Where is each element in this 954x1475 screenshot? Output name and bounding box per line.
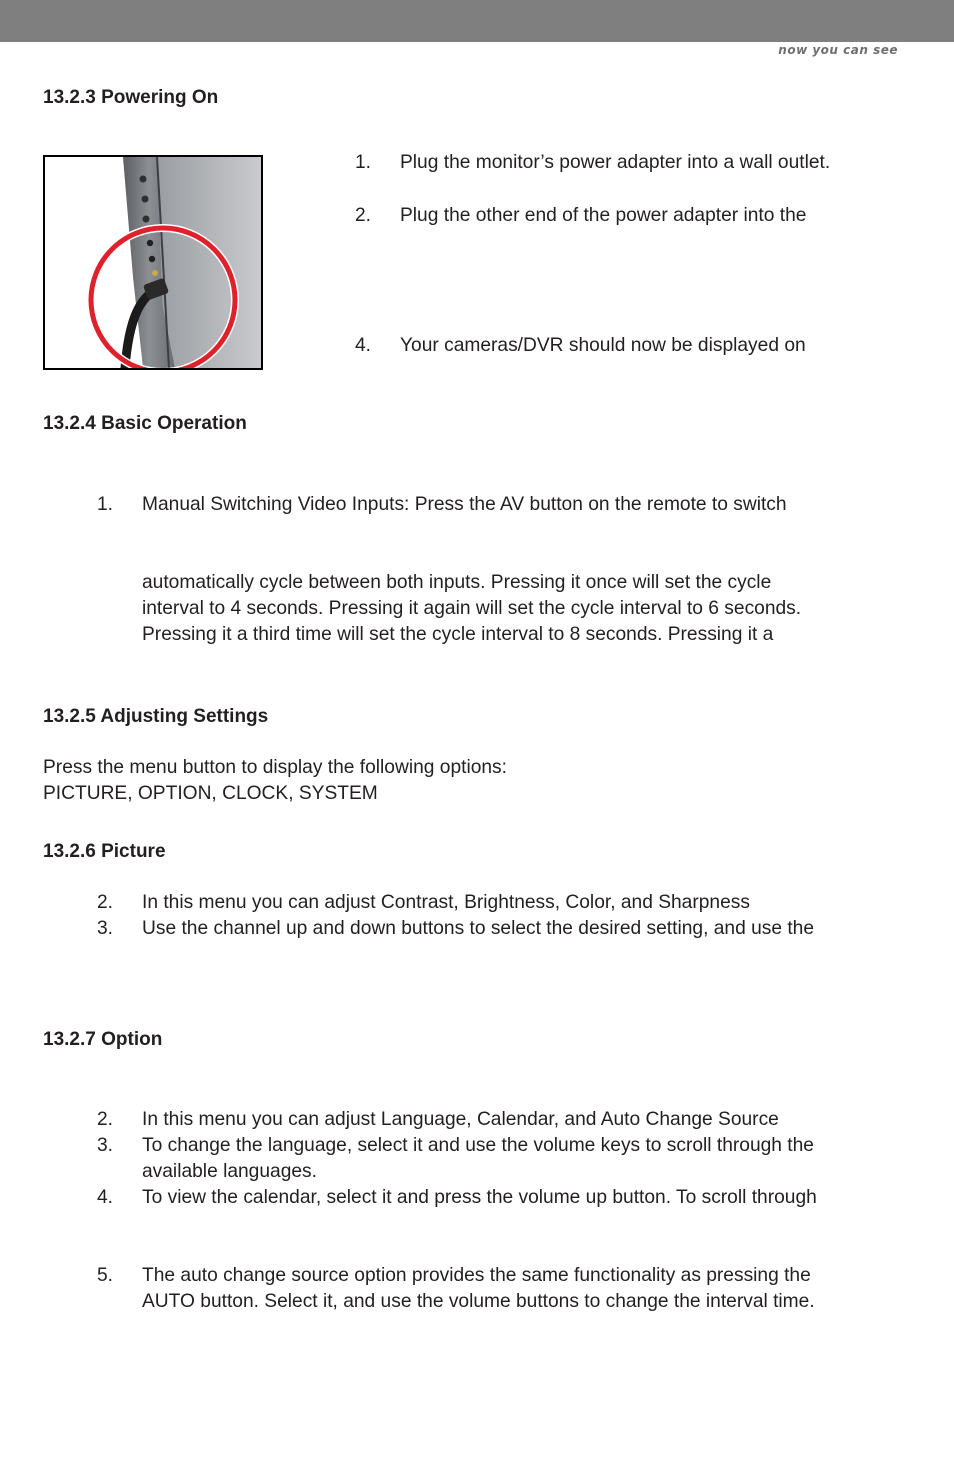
list-item: To change the language, select it and use the volume keys to scroll through the xyxy=(142,1135,814,1156)
list-item: Use the channel up and down buttons to select the desired setting, and use the xyxy=(142,918,815,939)
list-item-line: interval to 4 seconds. Pressing it again will set the cycle interval to 6 seconds. xyxy=(142,598,802,619)
list-item-line: automatically cycle between both inputs. Pressing it once will set the cycle xyxy=(142,572,772,593)
paragraph-text: Press the menu button to display the following options: xyxy=(43,757,507,778)
list-number: 2. xyxy=(97,1109,114,1130)
list-number: 2. xyxy=(97,892,114,913)
menu-options-text: PICTURE, OPTION, CLOCK, SYSTEM xyxy=(43,783,378,804)
list-number: 3. xyxy=(97,1135,114,1156)
brand-tagline: now you can see xyxy=(778,43,898,57)
list-item-line: available languages. xyxy=(142,1161,317,1182)
monitor-power-figure xyxy=(43,155,263,370)
list-item: Plug the other end of the power adapter into the xyxy=(400,205,807,226)
header-bar xyxy=(0,0,954,42)
list-number: 1. xyxy=(355,152,372,173)
list-number: 1. xyxy=(97,494,114,515)
section-heading-adjusting-settings: 13.2.5 Adjusting Settings xyxy=(43,706,269,727)
list-item: In this menu you can adjust Language, Calendar, and Auto Change Source xyxy=(142,1109,779,1130)
list-item: To view the calendar, select it and press the volume up button. To scroll through xyxy=(142,1187,817,1208)
list-item: The auto change source option provides the same functionality as pressing the xyxy=(142,1265,811,1286)
list-item: Your cameras/DVR should now be displayed on xyxy=(400,335,806,356)
list-item: Manual Switching Video Inputs: Press the AV button on the remote to switch xyxy=(142,494,787,515)
section-heading-option: 13.2.7 Option xyxy=(43,1029,163,1050)
list-item-line: AUTO button. Select it, and use the volume buttons to change the interval time. xyxy=(142,1291,815,1312)
section-heading-picture: 13.2.6 Picture xyxy=(43,841,166,862)
monitor-power-port-illustration xyxy=(45,157,261,368)
section-heading-basic-operation: 13.2.4 Basic Operation xyxy=(43,413,247,434)
section-heading-powering-on: 13.2.3 Powering On xyxy=(43,87,219,108)
list-number: 2. xyxy=(355,205,372,226)
list-number: 4. xyxy=(97,1187,114,1208)
list-number: 4. xyxy=(355,335,372,356)
list-number: 5. xyxy=(97,1265,114,1286)
list-item: Plug the monitor’s power adapter into a wall outlet. xyxy=(400,152,831,173)
list-number: 3. xyxy=(97,918,114,939)
list-item-line: Pressing it a third time will set the cycle interval to 8 seconds. Pressing it a xyxy=(142,624,774,645)
list-item: In this menu you can adjust Contrast, Brightness, Color, and Sharpness xyxy=(142,892,750,913)
